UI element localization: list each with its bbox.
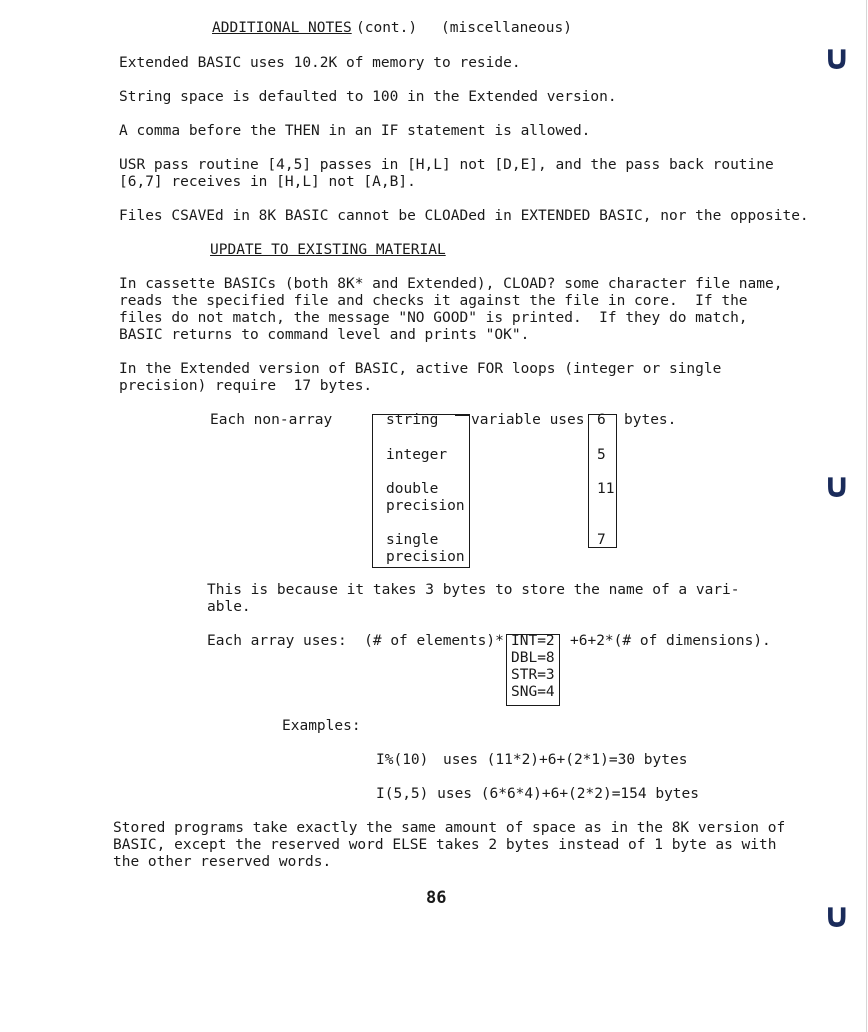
bytes-text: bytes. bbox=[624, 412, 677, 428]
type-string: string bbox=[386, 412, 439, 428]
binder-hole-mark: ∪ bbox=[823, 466, 851, 506]
usr-note-line-1: USR pass routine [4,5] passes in [H,L] not [D,E], and the pass back routine bbox=[119, 157, 774, 173]
size-string: 6 bbox=[597, 412, 606, 428]
because-line-2: able. bbox=[207, 599, 251, 615]
binder-hole-mark: ∪ bbox=[823, 896, 851, 936]
array-size-str: STR=3 bbox=[511, 667, 555, 683]
example-1-rest: uses (11*2)+6+(2*1)=30 bytes bbox=[443, 752, 688, 768]
example-2: I(5,5) uses (6*6*4)+6+(2*2)=154 bytes bbox=[376, 786, 700, 802]
for-loop-line-1: In the Extended version of BASIC, active FOR loops (integer or single bbox=[119, 361, 722, 377]
cload-line-3: files do not match, the message "NO GOOD" is printed. If they do match, bbox=[119, 310, 748, 326]
for-loop-line-2: precision) require 17 bytes. bbox=[119, 378, 373, 394]
example-1-var: I%(10) bbox=[376, 752, 429, 768]
cload-line-4: BASIC returns to command level and prints "OK". bbox=[119, 327, 530, 343]
usr-note-line-2: [6,7] receives in [H,L] not [A,B]. bbox=[119, 174, 416, 190]
stored-line-2: BASIC, except the reserved word ELSE takes 2 bytes instead of 1 byte as with bbox=[113, 837, 777, 853]
stored-line-1: Stored programs take exactly the same amount of space as in the 8K version of bbox=[113, 820, 786, 836]
stored-line-3: the other reserved words. bbox=[113, 854, 332, 870]
memory-note: Extended BASIC uses 10.2K of memory to reside. bbox=[119, 55, 521, 71]
binder-hole-mark: ∪ bbox=[823, 38, 851, 78]
csave-note: Files CSAVEd in 8K BASIC cannot be CLOADed in EXTENDED BASIC, nor the opposite. bbox=[119, 208, 809, 224]
page-edge bbox=[866, 0, 867, 1032]
cload-line-2: reads the specified file and checks it against the file in core. If the bbox=[119, 293, 748, 309]
array-size-dbl: DBL=8 bbox=[511, 650, 555, 666]
because-line-1: This is because it takes 3 bytes to store the name of a vari- bbox=[207, 582, 740, 598]
nonarray-lead: Each non-array bbox=[210, 412, 333, 428]
notes-cont: (cont.) bbox=[356, 20, 418, 36]
array-tail: +6+2*(# of dimensions). bbox=[570, 633, 771, 649]
type-single-precision: precision bbox=[386, 549, 465, 565]
array-size-int: INT=2 bbox=[511, 633, 555, 649]
update-heading: UPDATE TO EXISTING MATERIAL bbox=[210, 242, 446, 258]
examples-label: Examples: bbox=[282, 718, 361, 734]
type-double: double bbox=[386, 481, 439, 497]
array-size-sng: SNG=4 bbox=[511, 684, 555, 700]
type-double-precision: precision bbox=[386, 498, 465, 514]
size-single: 7 bbox=[597, 532, 606, 548]
type-single: single bbox=[386, 532, 439, 548]
comma-note: A comma before the THEN in an IF statement is allowed. bbox=[119, 123, 591, 139]
variable-uses-text: variable uses bbox=[471, 412, 585, 428]
cload-line-1: In cassette BASICs (both 8K* and Extended), CLOAD? some character file name, bbox=[119, 276, 783, 292]
size-double: 11 bbox=[597, 481, 615, 497]
notes-misc: (miscellaneous) bbox=[441, 20, 572, 36]
page-number: 86 bbox=[426, 888, 447, 908]
type-bracket-tick bbox=[455, 414, 469, 416]
string-space-note: String space is defaulted to 100 in the Extended version. bbox=[119, 89, 617, 105]
size-integer: 5 bbox=[597, 447, 606, 463]
notes-title: ADDITIONAL NOTES bbox=[212, 20, 352, 36]
array-lead: Each array uses: (# of elements)* bbox=[207, 633, 504, 649]
type-integer: integer bbox=[386, 447, 448, 463]
